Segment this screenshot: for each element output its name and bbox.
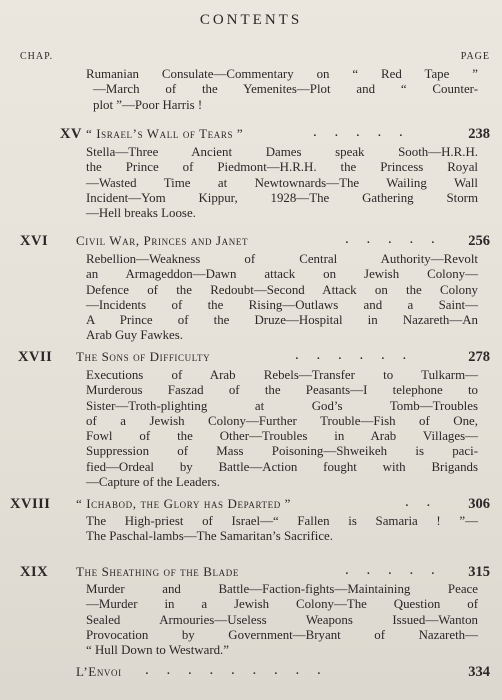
chapter-description <box>86 145 478 221</box>
desc-line: The High-priest of Israel—“ Fallen is Samaria ! ”— <box>86 514 478 528</box>
chapter-number: XVI <box>20 233 49 249</box>
desc-line: an Armageddon—Dawn attack on Jewish Colony— <box>86 267 478 282</box>
desc-line: Suppression of Mass Poisoning—Shweikeh is paci- <box>86 444 478 459</box>
chapter-title: The Sheathing of the Blade <box>76 564 239 579</box>
chapter-description <box>86 252 478 344</box>
chapter-number: XIX <box>20 564 49 580</box>
desc-line: Incident—Yom Kippur, 1928—The Gathering Storm <box>86 190 478 205</box>
chapter-column-label: CHAP. <box>20 51 54 62</box>
page-number: 238 <box>468 126 490 142</box>
chapter-description <box>86 514 478 545</box>
chapter-title: “ Ichabod, the Glory has Departed ” <box>76 496 292 511</box>
desc-line: Murderous Faszad of the Peasants—I telephone to <box>86 383 478 398</box>
page-number: 315 <box>468 564 490 580</box>
desc-line: Fowl of the Other—Troubles in Arab Villages— <box>86 429 478 444</box>
desc-line: —Incidents of the Rising—Outlaws and a Saint— <box>86 297 478 312</box>
chapter-title: “ Israel’s Wall of Tears ” <box>86 126 244 141</box>
chapter-title: Civil War, Princes and Janet <box>76 233 249 248</box>
desc-line: Stella—Three Ancient Dames speak Sooth—H.R.H. <box>86 145 478 159</box>
desc-line: Murder and Battle—Faction-fights—Maintaining Peace <box>86 582 478 596</box>
chapter-description <box>86 368 478 490</box>
chapter-description <box>86 582 478 658</box>
continuation-description <box>86 67 478 113</box>
desc-line: Sealed Armouries—Useless Weapons Issued—Wanton <box>86 612 478 627</box>
leader-dots: . . . . . . . . . <box>145 662 328 678</box>
desc-line: A Prince of the Druze—Hospital in Nazareth—An <box>86 313 478 328</box>
leader-dots: . . . . . <box>345 562 442 578</box>
desc-line: —March of the Yemenites—Plot and “ Counter- <box>93 82 478 97</box>
desc-line: Rebellion—Weakness of Central Authority—Revolt <box>86 252 478 266</box>
page-number: 334 <box>468 664 490 680</box>
envoi-title: L’Envoi <box>76 664 122 679</box>
desc-line: —Murder in a Jewish Colony—The Question of <box>86 597 478 612</box>
desc-line: —Hell breaks Loose. <box>86 206 196 221</box>
desc-line: Defence of the Redoubt—Second Attack on the Colony <box>86 282 478 297</box>
desc-line: —Capture of the Leaders. <box>86 475 220 490</box>
desc-line: Provocation by Government—Bryant of Nazareth— <box>86 627 478 642</box>
leader-dots: . . . . . . <box>295 347 414 363</box>
leader-dots: . . <box>405 494 438 510</box>
desc-line: Sister—Troth-plighting at God’s Tomb—Troubles <box>86 398 478 413</box>
desc-line: Arab Guy Fawkes. <box>86 328 184 343</box>
leader-dots: . . . . . <box>313 124 410 140</box>
leader-dots: . . . . . <box>345 231 442 247</box>
page-number: 256 <box>468 233 490 249</box>
page-title: CONTENTS <box>199 12 303 28</box>
desc-line: of a Jewish Colony—Further Trouble—Fish of One, <box>86 413 478 428</box>
desc-line: fied—Ordeal by Battle—Action fought with Brigands <box>86 459 478 474</box>
desc-line: Executions of Arab Rebels—Transfer to Tulkarm— <box>86 368 478 382</box>
desc-line: The Paschal-lambs—The Samaritan’s Sacrifice. <box>86 529 333 544</box>
desc-line: the Prince of Piedmont—H.R.H. the Princess Royal <box>86 160 478 175</box>
page-number: 278 <box>468 349 490 365</box>
desc-line: plot ”—Poor Harris ! <box>93 97 203 112</box>
chapter-title: The Sons of Difficulty <box>76 349 211 364</box>
desc-line: —Wasted Time at Newtownards—The Wailing Wall <box>86 175 478 190</box>
desc-line: Rumanian Consulate—Commentary on “ Red Tape ” <box>86 67 478 81</box>
page-number: 306 <box>468 496 490 512</box>
chapter-number: XVIII <box>10 496 51 512</box>
chapter-number: XV <box>60 126 82 142</box>
page-column-label: PAGE <box>460 51 490 62</box>
desc-line: “ Hull Down to Westward.” <box>86 643 229 658</box>
chapter-number: XVII <box>18 349 53 365</box>
